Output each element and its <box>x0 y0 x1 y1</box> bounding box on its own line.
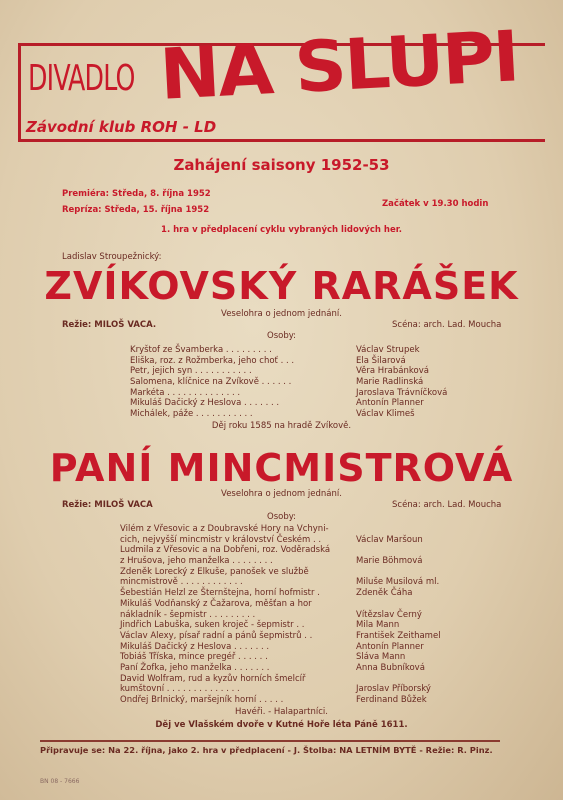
cast-row <box>120 610 540 621</box>
cast-role: mincmistrově . . . . . . . . . . . . <box>120 577 243 588</box>
print-stamp: BN 08 - 7666 <box>40 778 80 785</box>
cast-actor: Sláva Mann <box>356 652 406 663</box>
play2-setting: Děj ve Vlašském dvoře v Kutné Hoře léta Páně 1611. <box>155 720 408 730</box>
cast-role: Kryštof ze Švamberka . . . . . . . . . <box>130 345 272 355</box>
cast-actor: František Zeithamel <box>356 630 441 641</box>
cast-actor: Marie Radlinská <box>356 377 424 388</box>
theatre-name: NA SLUPI <box>157 15 520 116</box>
cast-role: Mikuláš Dačický z Heslova . . . . . . . <box>130 398 280 409</box>
cast-role: z Hrušova, jeho manželka . . . . . . . . <box>120 556 273 567</box>
cast-row <box>130 377 530 388</box>
cast-row <box>130 345 530 356</box>
cast-actor: Václav Strupek <box>356 345 420 355</box>
header-border-bottom <box>18 139 545 142</box>
cast-role: cich, nejvyšší mincmistr v království Českém . . <box>120 534 322 545</box>
premiere-date: Premiéra: Středa, 8. října 1952 <box>62 189 211 199</box>
play2-title: PANÍ MINCMISTROVÁ <box>49 446 514 490</box>
cast-actor: Mila Mann <box>356 620 400 631</box>
cast-role: Eliška, roz. z Rožmberka, jeho choť . . . <box>130 355 295 366</box>
cast-row <box>120 545 540 556</box>
play1-author: Ladislav Stroupežnický: <box>62 252 162 262</box>
start-time: Začátek v 19.30 hodin <box>382 199 489 209</box>
cast-actor: Miluše Musilová ml. <box>356 577 440 588</box>
header-border-left <box>18 43 21 141</box>
footer-divider <box>40 740 500 742</box>
cast-row <box>120 663 540 674</box>
cast-actor: Anna Bubníková <box>356 662 425 673</box>
play1-genre: Veselohra o jednom jednání. <box>221 309 342 319</box>
cast-row <box>130 356 530 367</box>
cast-role: Zdeněk Lorecký z Elkuše, panošek ve službě <box>120 566 309 577</box>
cast-row <box>120 577 540 588</box>
cast-actor: Antonín Planner <box>356 398 424 409</box>
cast-actor: Vítězslav Černý <box>356 609 422 620</box>
play2-cast-list <box>120 524 540 706</box>
cast-row <box>130 398 530 409</box>
cast-row <box>120 684 540 695</box>
cast-actor: Marie Böhmová <box>356 556 423 567</box>
cast-role: Ludmila z Vřesovic a na Dobřeni, roz. Voděradská <box>120 545 331 556</box>
cast-role: nákladník - šepmistr . . . . . . . . . <box>120 609 256 620</box>
cast-row <box>120 631 540 642</box>
cast-role: David Wolfram, rud a kyzův horních šmelcíř <box>120 673 306 684</box>
theatre-label: DIVADLO <box>28 58 135 99</box>
cast-role: Markéta . . . . . . . . . . . . . . <box>130 387 241 398</box>
play1-cast-list <box>130 345 530 420</box>
cast-row <box>120 620 540 631</box>
cast-row <box>130 388 530 399</box>
cast-row <box>120 642 540 653</box>
cast-role: Mikuláš Dačický z Heslova . . . . . . . <box>120 641 270 652</box>
cast-row <box>120 535 540 546</box>
cast-role: kumštovní . . . . . . . . . . . . . . <box>120 684 240 695</box>
cast-actor: Věra Hrabánková <box>356 366 429 377</box>
play2-stage: Scéna: arch. Lad. Moucha <box>392 500 502 510</box>
cast-role: Vilém z Vřesovic a z Doubravské Hory na Vchyni- <box>120 524 329 534</box>
play2-extras: Havéři. - Halapartníci. <box>235 707 328 717</box>
play2-persons-label: Osoby: <box>267 512 296 522</box>
cast-role: Paní Žofka, jeho manželka . . . . . . . <box>120 662 270 673</box>
cast-actor: Antonín Planner <box>356 641 424 652</box>
cast-actor: Ela Šilarová <box>356 355 406 366</box>
cast-role: Václav Alexy, písař radní a pánů šepmistrů . . <box>120 630 313 641</box>
cast-actor: Václav Klimeš <box>356 409 415 420</box>
cast-actor: Jaroslava Trávníčková <box>356 387 448 398</box>
cast-role: Mikuláš Vodňanský z Čažarova, měšťan a hor <box>120 598 312 609</box>
cast-role: Petr, jejich syn . . . . . . . . . . . <box>130 366 252 377</box>
season-title: Zahájení saisony 1952-53 <box>173 156 390 174</box>
cast-role: Tobiáš Tříska, mince pregéř . . . . . . <box>120 652 268 663</box>
cast-row <box>120 567 540 578</box>
cast-row <box>130 366 530 377</box>
subscription-note: 1. hra v předplacení cyklu vybraných lidových her. <box>161 225 402 235</box>
footer-prepare: Připravuje se: Na 22. října, jako 2. hra v předplacení - J. Štolba: NA LETNÍM BYTĚ - Režie: R. Pinz. <box>40 745 493 755</box>
cast-actor: Ferdinand Bůžek <box>356 695 427 705</box>
cast-row <box>130 409 530 420</box>
cast-row <box>120 524 540 535</box>
play1-setting: Děj roku 1585 na hradě Zvíkově. <box>211 421 352 431</box>
cast-row <box>120 652 540 663</box>
cast-role: Michálek, páže . . . . . . . . . . . <box>130 409 253 420</box>
cast-row <box>120 695 540 706</box>
cast-role: Jindřich Labuška, suken kroječ - šepmistr . . <box>120 620 305 631</box>
cast-row <box>120 588 540 599</box>
cast-actor: Jaroslav Příborský <box>356 684 431 695</box>
cast-role: Salomena, klíčnice na Zvíkově . . . . . . <box>130 377 292 388</box>
play2-genre: Veselohra o jednom jednání. <box>221 489 342 499</box>
play1-title: ZVÍKOVSKÝ RARÁŠEK <box>44 264 519 308</box>
reprise-date: Repríza: Středa, 15. října 1952 <box>62 205 210 215</box>
play2-director: Režie: MILOŠ VACA <box>62 500 153 510</box>
cast-row <box>120 556 540 567</box>
cast-actor: Zdeněk Čáha <box>356 588 413 599</box>
cast-role: Šebestián Helzl ze Šternštejna, horní hofmistr . <box>120 588 320 599</box>
cast-role: Ondřej Brlnický, maršejník horní . . . . . <box>120 695 284 705</box>
cast-row <box>120 599 540 610</box>
club-name: Závodní klub ROH - LD <box>26 118 217 136</box>
play1-director: Režie: MILOŠ VACA. <box>62 320 157 330</box>
cast-actor: Václav Maršoun <box>356 534 423 545</box>
play1-stage: Scéna: arch. Lad. Moucha <box>392 320 502 330</box>
cast-row <box>120 674 540 685</box>
play1-persons-label: Osoby: <box>267 331 296 341</box>
